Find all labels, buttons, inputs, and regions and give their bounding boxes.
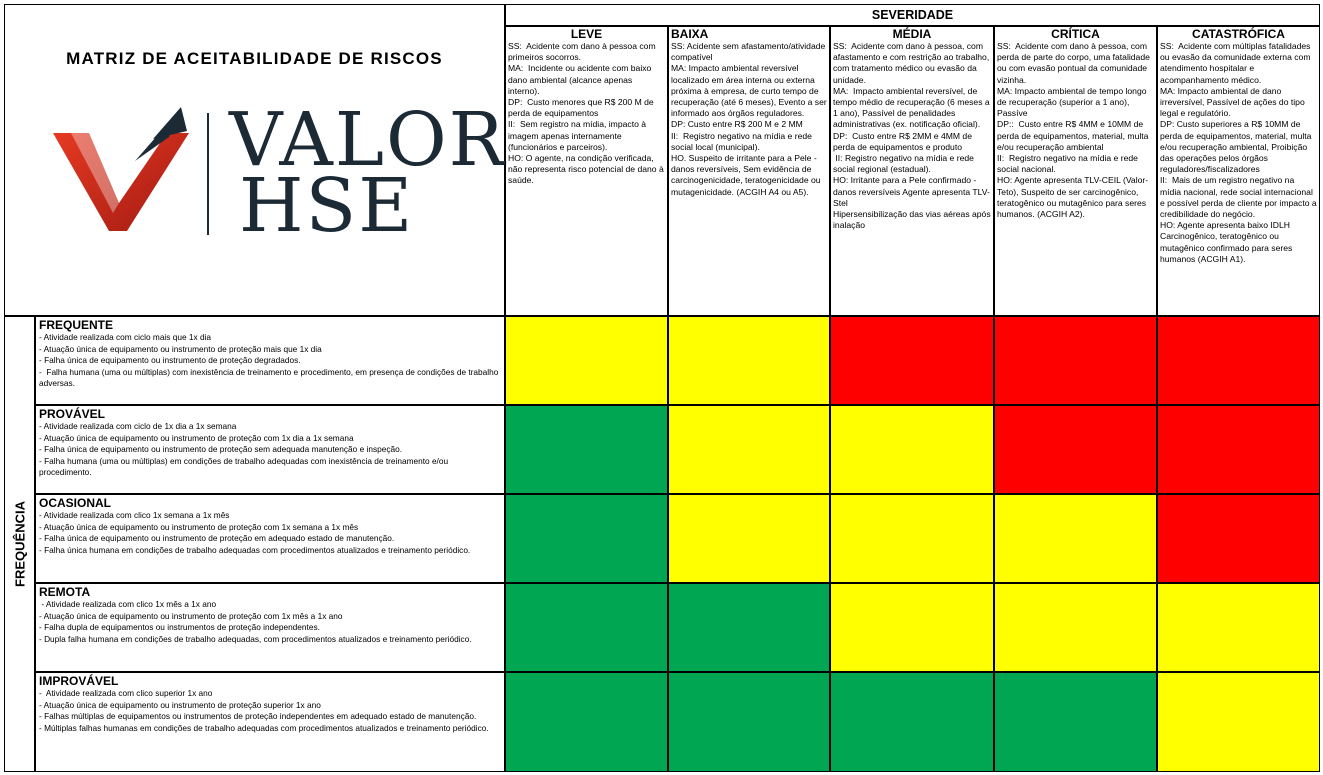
frequency-level: OCASIONAL [39, 496, 111, 510]
risk-cell-yellow [668, 405, 830, 494]
severity-header: SEVERIDADE [505, 4, 1320, 26]
risk-cell-green [830, 672, 994, 772]
risk-cell-yellow [830, 494, 994, 583]
frequency-row-ocasional [35, 494, 505, 583]
risk-cell-red [830, 316, 994, 405]
frequency-row-frequente [35, 316, 505, 405]
severity-level: CATASTRÓFICA [1192, 27, 1285, 41]
valor-hse-logo [49, 97, 507, 249]
logo-divider [207, 113, 209, 235]
frequency-row-remota [35, 583, 505, 672]
risk-cell-green [505, 672, 668, 772]
risk-cell-yellow [1157, 583, 1320, 672]
severity-level: CRÍTICA [1051, 27, 1100, 41]
risk-cell-red [994, 405, 1157, 494]
severity-description: SS: Acidente com dano à pessoa com primeiros socorros. MA: Incidente ou acidente com baixo dano ambiental (alcance apenas interno). DP: Custo menores que R$ 200 M de perda de equipamentos II: Sem registro na mídia, impacto à imagem apenas internamente (funcionários e parceiros). HO: O agente, na condição verificada, não representa risco potencial de dano à saúde. [508, 41, 664, 186]
severity-level: LEVE [570, 27, 603, 41]
risk-cell-green [505, 583, 668, 672]
risk-cell-yellow [830, 405, 994, 494]
risk-cell-red [994, 316, 1157, 405]
frequency-label-cell [4, 316, 35, 772]
matrix-title: MATRIZ DE ACEITABILIDADE DE RISCOS [66, 49, 443, 68]
severity-level: MÉDIA [892, 27, 932, 41]
severity-description: SS: Acidente com dano à pessoa, com perda de parte do corpo, uma fatalidade ou com evasão pontual da comunidade vizinha. MA: Impacto ambiental de tempo longo de recuperação (superior a 1 ano), Passíve DP:: Custo entre R$ 4MM e 10MM de perda de equipamentos, material, multa e/ou recuperação ambiental II: Registro negativo na mídia e rede social nacional. HO: Agente apresenta TLV-CEIL (Valor-Teto), Suspeito de ser carcinogênico, teratogênico ou mutagênico para seres humanos. (ACGIH A2). [997, 41, 1150, 220]
severity-col-critica [994, 26, 1157, 316]
frequency-level: FREQUENTE [39, 318, 114, 332]
frequency-description: - Atividade realizada com ciclo mais que 1x dia - Atuação única de equipamento ou instrumento de proteção mais que 1x dia - Falha única de equipamento ou instrumento de proteção degradados. - Falha humana (uma ou múltiplas) com inexistência de treinamento e procedimento, em presença de condições de trabalho adversas. [39, 332, 499, 388]
severity-level: BAIXA [671, 27, 709, 41]
risk-cell-green [994, 672, 1157, 772]
severity-description: SS: Acidente com múltiplas fatalidades ou evasão da comunidade externa com atendimento hospitalar e acompanhamento médico. MA: Impacto ambiental de dano irreversível, Passível de ações do tipo legal e regulatório. DP: Custo superiores a R$ 10MM de perda de equipamentos, material, multa e/ou recuperação ambiental, Proibição das operações pelos órgãos reguladores/fiscalizadores II: Mais de um registro negativo na mídia nacional, rede social internacional e possível perda de cliente por impacto a credibilidade do negócio. HO: Agente apresenta baixo IDLH Carcinogênico, teratogênico ou mutagênico confirmado para seres humanos (ACGIH A1). [1160, 41, 1317, 264]
severity-col-leve [505, 26, 668, 316]
frequency-label: FREQUÊNCIA [12, 501, 27, 587]
risk-cell-yellow [994, 494, 1157, 583]
severity-col-baixa [668, 26, 830, 316]
frequency-description: - Atividade realizada com clico 1x semana a 1x mês - Atuação única de equipamento ou instrumento de proteção com 1x semana a 1x mês - Falha única de equipamento ou instrumento de proteção em adequado estado de manutenção. - Falha única humana em condições de trabalho adequadas com procedimentos atualizados e treinamento periódico. [39, 510, 471, 555]
logo-line1: VALOR [229, 97, 507, 183]
risk-cell-yellow [668, 494, 830, 583]
risk-cell-green [668, 583, 830, 672]
frequency-level: PROVÁVEL [39, 407, 106, 421]
risk-cell-yellow [1157, 672, 1320, 772]
severity-description: SS: Acidente sem afastamento/atividade compatível MA: Impacto ambiental reversível localizado em área interna ou externa próxima à empresa, de curto tempo de recuperação (até 6 meses), Evento a ser informado aos órgãos reguladores. DP: Custo entre R$ 200 M e 2 MM II: Registro negativo na mídia e rede social local (municipal). HO. Suspeito de irritante para a Pele - danos reversíveis, Sem evidência de carcinogenicidade, teratogenicidade ou mutagenicidade. (ACGIH A4 ou A5). [671, 41, 827, 197]
severity-col-media [830, 26, 994, 316]
risk-cell-red [1157, 316, 1320, 405]
frequency-row-improvavel [35, 672, 505, 772]
frequency-description: - Atividade realizada com ciclo de 1x dia a 1x semana - Atuação única de equipamento ou instrumento de proteção com 1x dia a 1x semana - Falha única de equipamento ou instrumento de proteção sem adequada manutenção e inspeção. - Falha humana (uma ou múltiplas) em condições de trabalho adequadas com inexistência de treinamento e/ou procedimento. [39, 421, 449, 477]
title-area [4, 4, 505, 316]
frequency-description: - Atividade realizada com clico 1x mês a 1x ano - Atuação única de equipamento ou instrumento de proteção com 1x mês a 1x ano - Falha dupla de equipamentos ou instrumentos de proteção independentes. - Dupla falha humana em condições de trabalho adequadas, com procedimentos atualizados e treinamento periódico. [39, 599, 472, 644]
severity-col-catastrofica [1157, 26, 1320, 316]
risk-cell-green [505, 494, 668, 583]
frequency-row-provavel [35, 405, 505, 494]
valor-hse-v-icon [49, 103, 199, 243]
risk-cell-red [1157, 405, 1320, 494]
risk-cell-red [1157, 494, 1320, 583]
risk-cell-yellow [668, 316, 830, 405]
risk-cell-green [668, 672, 830, 772]
risk-cell-yellow [830, 583, 994, 672]
frequency-level: REMOTA [39, 585, 91, 599]
severity-description: SS: Acidente com dano à pessoa, com afastamento e com restrição ao trabalho, com tratamento médico ou evasão da unidade. MA: Impacto ambiental reversível, de tempo médio de recuperação (6 meses a 1 ano), Passível de penalidades administrativas (ex. notificação oficial). DP: Custo entre R$ 2MM e 4MM de perda de equipamentos e produto II: Registro negativo na mídia e rede social regional (estadual). HO: Irritante para a Pele confirmado - danos reversíveis Agente apresenta TLV-Stel Hipersensibilização das vias aéreas após inalação [833, 41, 991, 231]
risk-cell-green [505, 405, 668, 494]
risk-cell-yellow [994, 583, 1157, 672]
risk-cell-yellow [505, 316, 668, 405]
frequency-description: - Atividade realizada com clico superior 1x ano - Atuação única de equipamento ou instrumento de proteção superior 1x ano - Falhas múltiplas de equipamentos ou instrumentos de proteção independentes em adequado estado de manutenção. - Múltiplas falhas humanas em condições de trabalho adequadas com procedimentos atualizados e treinamento periódico. [39, 688, 489, 733]
logo-line2: HSE [239, 163, 415, 249]
frequency-level: IMPROVÁVEL [39, 674, 119, 688]
